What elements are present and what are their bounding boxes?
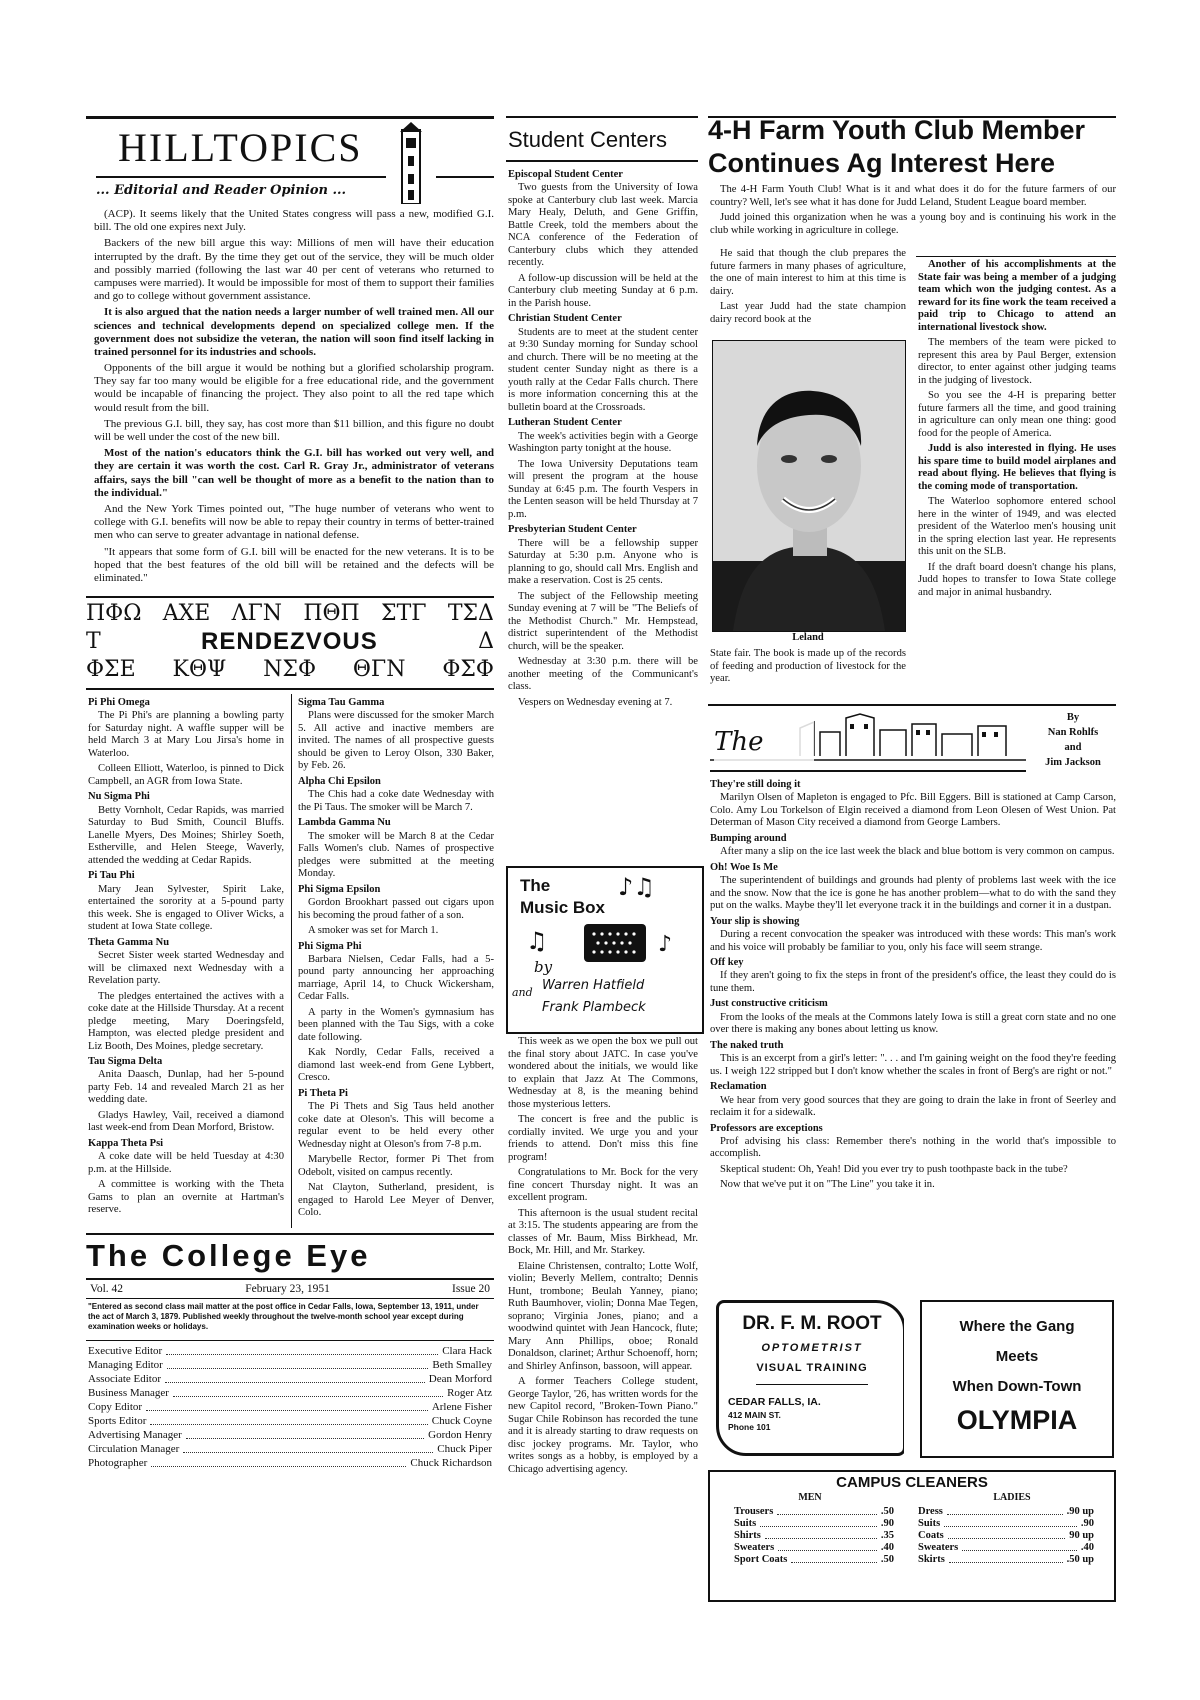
section-paragraph: Skeptical student: Oh, Yeah! Did you ever try to push toothpaste back in the tube?: [720, 1163, 1068, 1175]
masthead-title: The College Eye: [86, 1238, 371, 1273]
hilltopics-title: HILLTOPICS: [118, 125, 363, 170]
price-row: [734, 1518, 894, 1530]
rendezvous-column-2: [298, 694, 494, 1230]
section-paragraph: The Iowa University Deputations team will present the program at the house Sunday at 6:45 p.m. The fourth Vespers in the Lenten season will be held Thursday at 7 p.m.: [508, 458, 698, 520]
article-paragraph: Elaine Christensen, contralto; Lotte Wolf, violin; Beverly Mellem, contralto; Dennis Hunt, trombone; Beulah Yanney, piano; Ruth Baumhover, violin; Donna Mae Tegen, soprano; Virginia Jones, piano; and a woodwind quintet with Jean Hancock, flute; Mary Ann Phillips, oboe; Ronald Donaldson, clarinet; Arthur Schoenoff, horn; and Shirley Anfinson, bassoon, will appear.: [508, 1260, 698, 1372]
section-paragraph: This is an excerpt from a girl's letter: ". . . and I'm gaining weight on the food they're feeding us. I weigh 122 stripped but I don't know whether the scales in front of Berg's are right or not.": [710, 1053, 1116, 1077]
price-item: Skirts: [918, 1554, 945, 1565]
staff-role: Circulation Manager: [88, 1443, 180, 1455]
price-value: .90 up: [1066, 1506, 1094, 1517]
section-heading: Christian Student Center: [508, 313, 622, 325]
section-paragraph: Marybelle Rector, former Pi Thet from Odebolt, visited on campus recently.: [298, 1154, 494, 1178]
section-paragraph: From the looks of the meals at the Commons lately Iowa is still a great corn state and no one over there is making any bones about letting us know.: [710, 1011, 1116, 1036]
staff-role: Associate Editor: [88, 1373, 162, 1385]
music-box-title: Music Box: [520, 898, 606, 917]
price-item: Sweaters: [734, 1542, 775, 1553]
hilltopics-article: [94, 208, 494, 588]
section-heading: Just constructive criticism: [710, 998, 828, 1010]
staff-row: [88, 1414, 492, 1428]
byline-by: By: [1066, 712, 1080, 723]
staff-row: [88, 1428, 492, 1442]
section-paragraph: Students are to meet at the student center at 9:30 Sunday morning for Sunday school and church. There will be no meeting at the student center Sunday night as there is a youth rally at the Cedar Falls church. There is more information concerning this at the bulletin board at the Crossroads.: [508, 326, 698, 413]
section-paragraph: A party in the Women's gymnasium has been planned with the Tau Sigs, with a coke date following.: [298, 1006, 494, 1043]
ad-campus-cleaners: [708, 1470, 1116, 1602]
section-heading: Pi Tau Phi: [88, 870, 135, 882]
section-heading: Oh! Woe Is Me: [710, 861, 778, 873]
section-paragraph: Two guests from the University of Iowa spoke at Canterbury club last week. Marcia Mary Healy, Deluth, and Gene Griffin, Battle Creek, told the members about the NCA conference of the Federation of Canterbury clubs which they attended recently.: [508, 182, 698, 269]
price-row: [918, 1530, 1094, 1542]
ad-dr-root: [716, 1300, 904, 1456]
staff-name: Gordon Henry: [428, 1429, 492, 1441]
mailing-notice: "Entered as second class mail matter at the post office in Cedar Falls, Iowa, September 13, 1911, under the act of March 3, 1879. Published weekly throughout the twelve-month school year except during examination weeks or holidays.: [88, 1302, 479, 1331]
article-paragraph: He said that though the club prepares the future farmers in many phases of agriculture, the one of main interest to him at this time is dairy.: [710, 248, 906, 297]
section-paragraph: A committee is working with the Theta Gams to plan an overnite at Hartman's reserve.: [88, 1179, 284, 1216]
staff-name: Dean Morford: [428, 1373, 492, 1385]
section-paragraph: After many a slip on the ice last week the black and blue bottom is very common on campus.: [720, 846, 1115, 858]
greek-letters: ΦΣΕ: [86, 657, 136, 682]
music-box-column: [508, 1036, 698, 1630]
section-heading: Pi Phi Omega: [88, 697, 150, 708]
article-paragraph: Last year Judd had the state champion dairy record book at the: [710, 301, 906, 325]
ad-root-line: VISUAL TRAINING: [756, 1362, 868, 1374]
section-paragraph: The superintendent of buildings and grounds had plenty of problems last week with the ice and the snow. Now that the ice is gone he has another problem—what to do with the sand they put on the walks. Maybe they'll let everyone track it in the buildings and corner it in a dustpan.: [710, 875, 1116, 912]
greek-letters: ΤΣΔ: [447, 601, 494, 626]
byline-and: and: [1064, 742, 1082, 753]
ad-root-line: OPTOMETRIST: [761, 1342, 863, 1354]
section-heading: Lambda Gamma Nu: [298, 817, 391, 829]
section-heading: Alpha Chi Epsilon: [298, 775, 381, 787]
price-row: [734, 1554, 894, 1566]
price-item: Shirts: [734, 1530, 761, 1541]
article-left-column: [710, 248, 906, 338]
price-row: [918, 1518, 1094, 1530]
article-paragraph: It is also argued that the nation needs a larger number of well trained men. All our sciences and technical developments depend on specialized college men. If the government does not subsidize the veteran, the nation will soon find itself lacking in trained personnel for its industries and schools.: [94, 306, 494, 358]
volume-number: Vol. 42: [90, 1283, 124, 1295]
section-heading: Pi Theta Pi: [298, 1087, 348, 1099]
article-intro: [710, 184, 1116, 248]
section-paragraph: Now that we've put it on "The Line" you take it in.: [720, 1179, 935, 1191]
greek-letters: Δ: [478, 629, 494, 654]
greek-letters: ΦΣΦ: [442, 657, 494, 682]
section-paragraph: There will be a fellowship supper Saturday at 5:30 p.m. Anyone who is planning to go, should call Mrs. English and make a reservation. Cost is 25 cents.: [508, 537, 698, 586]
section-paragraph: The Chis had a coke date Wednesday with the Pi Taus. The smoker will be March 7.: [298, 789, 494, 813]
price-item: Coats: [918, 1530, 944, 1541]
price-row: [734, 1542, 894, 1554]
price-value: .50 up: [1066, 1554, 1094, 1565]
price-item: Trousers: [734, 1506, 774, 1517]
rendezvous-column-1: [88, 694, 284, 1230]
greek-letters: ΚΘΨ: [172, 657, 227, 682]
staff-row: [88, 1386, 492, 1400]
section-paragraph: During a recent convocation the speaker was introduced with these words: This man's work and his voice will probably be familiar to you, only his face will seem strange.: [710, 929, 1116, 953]
section-heading: Lutheran Student Center: [508, 417, 622, 429]
article-paragraph: Backers of the new bill argue this way: Millions of men will have their education interrupted by the draft. By the time they get out of the service, they will be much older and possibly married (following the last war 40 per cent of veterans who returned to campuses were married). It would be impossible for most of them to support their families and go to college without government assistance.: [94, 237, 494, 303]
staff-name: Arlene Fisher: [431, 1401, 492, 1413]
section-paragraph: Mary Jean Sylvester, Spirit Lake, entertained the sorority at a 5-pound party this week. She is engaged to Oliver Wicks, a student at Iowa State college.: [88, 883, 284, 933]
headline-line: 4-H Farm Youth Club Member: [708, 115, 1086, 145]
music-box-author: Frank Plambeck: [542, 1000, 646, 1015]
issue-date: February 23, 1951: [245, 1283, 330, 1295]
article-paragraph: If the draft board doesn't change his plans, Judd hopes to transfer to Iowa State college and major in animal husbandry.: [918, 561, 1116, 598]
section-paragraph: The Pi Thets and Sig Taus held another coke date at Oleson's. This will become a regular event to be held every other Wednesday night at Oleson's from 7-8 p.m.: [298, 1101, 494, 1150]
greek-letters: Τ: [86, 629, 101, 654]
byline-author: Nan Rohlfs: [1047, 727, 1099, 738]
section-paragraph: Gladys Hawley, Vail, received a diamond last week-end from Dean Morford, Bristow.: [88, 1109, 284, 1134]
staff-role: Executive Editor: [88, 1345, 163, 1357]
price-value: .50: [880, 1554, 894, 1565]
the-line-byline: [1030, 710, 1116, 770]
ad-olympia-line: Meets: [995, 1348, 1039, 1365]
greek-letters: ΑΧΕ: [162, 601, 211, 626]
price-value: .50: [880, 1506, 894, 1517]
section-paragraph: The smoker will be March 8 at the Cedar Falls Women's club. Names of prospective pledges were submitted at the meeting Monday.: [298, 830, 494, 880]
music-note-icon: ♪: [658, 932, 673, 957]
the-line-logo: [710, 710, 1026, 772]
ad-divider-dot: [756, 1384, 868, 1391]
article-right-column: [918, 259, 1116, 699]
staff-row: [88, 1456, 492, 1470]
staff-role: Photographer: [88, 1457, 148, 1469]
section-heading: Reclamation: [710, 1081, 767, 1093]
ad-cleaners-ladies-label: LADIES: [993, 1492, 1031, 1503]
ad-olympia-line: Where the Gang: [959, 1318, 1075, 1335]
article-paragraph: This afternoon is the usual student recital at 3:15. The students appearing are from the classes of Mr. Baum, Miss Birkhead, Mr. Bock, Mr. Hill, and Mr. Starkey.: [508, 1207, 698, 1256]
music-box-logo: [506, 866, 704, 1034]
rendezvous-title: RENDEZVOUS: [201, 628, 378, 655]
section-paragraph: A coke date will be held Tuesday at 4:30 p.m. at the Hillside.: [88, 1151, 284, 1175]
staff-role: Business Manager: [88, 1387, 169, 1399]
article-paragraph: The concert is free and the public is cordially invited. We urge you and your friends to attend. Don't miss this fine program!: [508, 1114, 698, 1163]
ad-root-name: DR. F. M. ROOT: [742, 1313, 882, 1334]
staff-name: Roger Atz: [447, 1387, 492, 1399]
section-paragraph: Plans were discussed for the smoker March 5. All active and inactive members are invited. The names of all prospective guests should be given to Leroy Olson, 330 Baker, by Feb. 26.: [298, 710, 494, 772]
staff-row: [88, 1344, 492, 1358]
section-paragraph: Nat Clayton, Sutherland, president, is engaged to Harold Lee Meyer of Denver, Colo.: [298, 1182, 494, 1219]
greek-letters: ΣΤΓ: [381, 601, 427, 626]
ad-root-city: CEDAR FALLS, IA.: [728, 1396, 821, 1408]
hilltopics-tower-icon: [393, 120, 429, 204]
issue-number: Issue 20: [451, 1283, 490, 1295]
headline: [708, 114, 1120, 184]
rendezvous-banner: [86, 600, 494, 684]
section-heading: Bumping around: [710, 832, 787, 844]
price-value: .40: [1080, 1542, 1094, 1553]
section-heading: Theta Gamma Nu: [88, 936, 170, 948]
price-item: Sweaters: [918, 1542, 959, 1553]
price-list-men: [734, 1506, 894, 1594]
staff-name: Chuck Piper: [437, 1443, 492, 1455]
section-paragraph: Kak Nordly, Cedar Falls, received a diamond last week-end from Gene Lybbert, Cresco.: [298, 1047, 494, 1084]
section-paragraph: A follow-up discussion will be held at the Canterbury club meeting Sunday at 6 p.m. in the Parish house.: [508, 272, 698, 309]
staff-role: Advertising Manager: [88, 1429, 182, 1441]
section-paragraph: If they aren't going to fix the steps in front of the president's office, the least they could do is tune them.: [710, 970, 1116, 994]
ad-cleaners-men-label: MEN: [798, 1492, 822, 1503]
section-heading: They're still doing it: [710, 779, 801, 790]
section-heading: Episcopal Student Center: [508, 169, 623, 180]
headline-line: Continues Ag Interest Here: [708, 148, 1056, 178]
ad-root-address: 412 MAIN ST.: [728, 1410, 781, 1420]
greek-letters: ΘΓΝ: [352, 657, 406, 682]
section-paragraph: Betty Vornholt, Cedar Rapids, was married Saturday to Bud Smith, Council Bluffs. Lanelle Myers, Des Moines; Shirley Soeth, Estherville, and Helen Steege, Waverly, attended the wedding at Cedar Rapids.: [88, 804, 284, 866]
ad-olympia-line: When Down-Town: [952, 1378, 1082, 1395]
staff-row: [88, 1358, 492, 1372]
price-value: .40: [880, 1542, 894, 1553]
article-paragraph: And the New York Times pointed out, "The huge number of veterans who went to college with G.I. benefits will now be able to repay their country in terms of better-trained men who can serve to greater advantage in national defense.: [94, 502, 494, 542]
article-paragraph: Judd is also interested in flying. He uses his spare time to build model airplanes and read about flying. He believes that flying is the coming mode of transportation.: [918, 443, 1116, 492]
music-box-title-the: The: [520, 876, 551, 895]
price-row: [918, 1542, 1094, 1554]
price-item: Sport Coats: [734, 1554, 788, 1565]
section-heading: Off key: [710, 957, 744, 968]
masthead-issue-line: [90, 1281, 490, 1297]
article-paragraph: Judd joined this organization when he was a young boy and is continuing his work in the club while working in agriculture in college.: [710, 212, 1116, 236]
section-paragraph: Anita Daasch, Dunlap, had her 5-pound party Feb. 14 and revealed March 21 as her wedding date.: [88, 1069, 284, 1106]
staff-box: [88, 1344, 492, 1474]
staff-name: Clara Hack: [442, 1345, 492, 1357]
staff-role: Managing Editor: [88, 1359, 163, 1371]
section-paragraph: We hear from very good sources that they are going to drain the lake in front of Seerley and reclaim it for a sidewalk.: [710, 1094, 1116, 1118]
music-box-by: by: [534, 958, 553, 976]
article-paragraph: Opponents of the bill argue it would be nothing but a glorified scholarship program. They say far too many would be eligible for a free educational ride, and the government would be incapable of financing the project. They also point to all the red tape which would result from the bill.: [94, 362, 494, 414]
price-value: .90: [880, 1518, 894, 1529]
section-paragraph: Marilyn Olsen of Mapleton is engaged to Pfc. Bill Eggers. Bill is stationed at Camp Carson, Colo. Amy Lou Torkelson of Elgin received a diamond from Leon Olesen of West Union. Pat Determan of Mason City received a diamond from George Lambers.: [710, 792, 1116, 829]
price-value: .90: [1080, 1518, 1094, 1529]
price-row: [918, 1554, 1094, 1566]
section-paragraph: The subject of the Fellowship meeting Sunday evening at 7 will be "The Beliefs of the Methodist Church." Mr. Hempstead, district superintendent of the Methodist church, will be the speaker.: [508, 590, 698, 652]
ad-olympia: [920, 1300, 1114, 1458]
article-paragraph: The members of the team were picked to represent this area by Paul Berger, extension director, to enter against other judging teams in the judging of livestock.: [918, 337, 1116, 386]
staff-row: [88, 1400, 492, 1414]
music-note-icon: ♫: [526, 927, 548, 955]
section-heading: Professors are exceptions: [710, 1122, 823, 1134]
price-row: [734, 1506, 894, 1518]
section-heading: The naked truth: [710, 1039, 784, 1051]
student-centers-column: [508, 166, 698, 788]
article-paragraph: "It appears that some form of G.I. bill will be enacted for the new veterans. It is to be hoped that the best features of the old bill will be retained and the defects will be eliminated.": [94, 545, 494, 584]
greek-letters: ΛΓΝ: [231, 601, 283, 626]
section-paragraph: The Pi Phi's are planning a bowling party for Saturday night. A waffle supper will be held March 3 at Mary Lou Jirsa's home in Waterloo.: [88, 710, 284, 759]
section-paragraph: Colleen Elliott, Waterloo, is pinned to Dick Campbell, an AGR from Iowa State.: [88, 763, 284, 787]
price-value: 90 up: [1069, 1530, 1094, 1541]
section-heading: Phi Sigma Phi: [298, 940, 362, 952]
staff-row: [88, 1442, 492, 1456]
section-paragraph: Gordon Brookhart passed out cigars upon his becoming the proud father of a son.: [298, 897, 494, 921]
music-notes-icon: ♪♫: [618, 873, 655, 901]
article-paragraph: This week as we open the box we pull out the final story about JATC. In case you've wondered about the initials, we would like to explain that Jazz At The Commons, Wednesday at 8, is the meaning behind those mysterious letters.: [508, 1036, 698, 1110]
staff-name: Beth Smalley: [432, 1359, 492, 1371]
greek-letters: ΝΣΦ: [263, 657, 317, 682]
staff-role: Sports Editor: [88, 1415, 147, 1427]
article-paragraph: State fair. The book is made up of the records of feeding and production of livestock for the year.: [710, 648, 906, 684]
ad-cleaners-title: CAMPUS CLEANERS: [836, 1474, 988, 1491]
section-heading: Tau Sigma Delta: [88, 1056, 163, 1067]
article-paragraph: (ACP). It seems likely that the United States congress will pass a new, modified G.I. bill. The old one expires next July.: [94, 208, 494, 234]
section-heading: Presbyterian Student Center: [508, 524, 637, 536]
price-item: Dress: [918, 1506, 943, 1517]
greek-letters: ΠΦΩ: [86, 601, 142, 626]
section-heading: Sigma Tau Gamma: [298, 697, 385, 708]
price-list-ladies: [918, 1506, 1094, 1594]
staff-row: [88, 1372, 492, 1386]
article-paragraph: Most of the nation's educators think the G.I. bill has worked out very well, and they are certain it was worth the cost. Carl R. Gray Jr., administrator of veterans affairs, says the bill "can well be thought of more as a benefit to the nation than to the individual.": [94, 447, 494, 499]
section-paragraph: The week's activities begin with a George Washington party tonight at the house.: [508, 430, 698, 455]
byline-author: Jim Jackson: [1045, 757, 1101, 768]
leland-photo: [712, 340, 906, 632]
price-row: [734, 1530, 894, 1542]
section-paragraph: Vespers on Wednesday evening at 7.: [518, 696, 673, 708]
staff-name: Chuck Coyne: [431, 1415, 492, 1427]
section-paragraph: The pledges entertained the actives with a coke date at the Hillside Thursday. At a recent pledge meeting, Mary Doeringsfeld, Hampton, was elected pledge president and Liz Booth, Des Moines, pledge secretary.: [88, 990, 284, 1052]
hilltopics-subtitle: ... Editorial and Reader Opinion ...: [96, 183, 347, 198]
price-item: Suits: [918, 1518, 941, 1529]
price-item: Suits: [734, 1518, 757, 1529]
section-heading: Kappa Theta Psi: [88, 1137, 164, 1149]
staff-role: Copy Editor: [88, 1401, 143, 1413]
section-heading: Nu Sigma Phi: [88, 791, 150, 803]
article-paragraph: The Waterloo sophomore entered school here in the winter of 1949, and was elected president of the Waterloo men's housing unit in the spring election last year. He represents this unit on the SLB.: [918, 496, 1116, 557]
section-heading: Phi Sigma Epsilon: [298, 883, 381, 895]
article-paragraph: The previous G.I. bill, they say, has cost more than $11 billion, and this figure no doubt will be well under the cost of the new bill.: [94, 417, 494, 443]
section-paragraph: Secret Sister week started Wednesday and will be climaxed next Wednesday with a Revelation party.: [88, 950, 284, 986]
music-box-and: and: [512, 986, 533, 999]
staff-name: Chuck Richardson: [410, 1457, 492, 1469]
price-row: [918, 1506, 1094, 1518]
section-paragraph: Barbara Nielsen, Cedar Falls, had a 5-pound party announcing her approaching marriage, April 14, to Chuck Wickersham, Cedar Falls.: [298, 953, 494, 1003]
article-left-continued: [710, 648, 906, 698]
student-centers-title: Student Centers: [508, 127, 667, 152]
music-box-author: Warren Hatfield: [542, 978, 645, 993]
section-paragraph: Prof advising his class: Remember there's nothing in the world that's impossible to accomplish.: [710, 1135, 1116, 1160]
music-box-speaker-icon: [584, 924, 646, 962]
ad-root-phone: Phone 101: [728, 1422, 771, 1432]
article-paragraph: So you see the 4-H is preparing better future farmers all the time, and good training in agriculture can only mean one thing: good food for the people of America.: [918, 390, 1116, 439]
section-heading: Your slip is showing: [710, 915, 800, 927]
article-paragraph: A former Teachers College student, George Taylor, '26, has written words for the new Capitol record, "Broken-Town Piano." Sugar Chile Robinson has recorded the tune and it is already starting to draw requests on disc jockey programs. Mr. Taylor, who writes songs as a hobby, is employed by a Chicago advertising agency.: [508, 1376, 698, 1475]
photo-caption: Leland: [792, 632, 824, 643]
section-paragraph: A smoker was set for March 1.: [308, 925, 439, 936]
price-value: .35: [880, 1530, 894, 1541]
article-paragraph: The 4-H Farm Youth Club! What is it and what does it do for the future farmers of our country? Well, let's see what it has done for Judd Leland, Student League board member.: [710, 184, 1116, 208]
article-paragraph: Congratulations to Mr. Bock for the very fine concert Thursday night. It was an excellent program.: [508, 1167, 698, 1203]
section-paragraph: Wednesday at 3:30 p.m. there will be another meeting of the Communicant's class.: [508, 656, 698, 692]
article-paragraph: Another of his accomplishments at the State fair was being a member of a judging team which won the judging contest. As a reward for its fine work the team received a paid trip to Chicago to attend an international livestock show.: [918, 259, 1116, 333]
ad-olympia-name: OLYMPIA: [956, 1405, 1078, 1435]
the-line-column: [710, 776, 1116, 1296]
the-line-title: The: [714, 718, 814, 766]
greek-letters: ΠΘΠ: [303, 601, 360, 626]
